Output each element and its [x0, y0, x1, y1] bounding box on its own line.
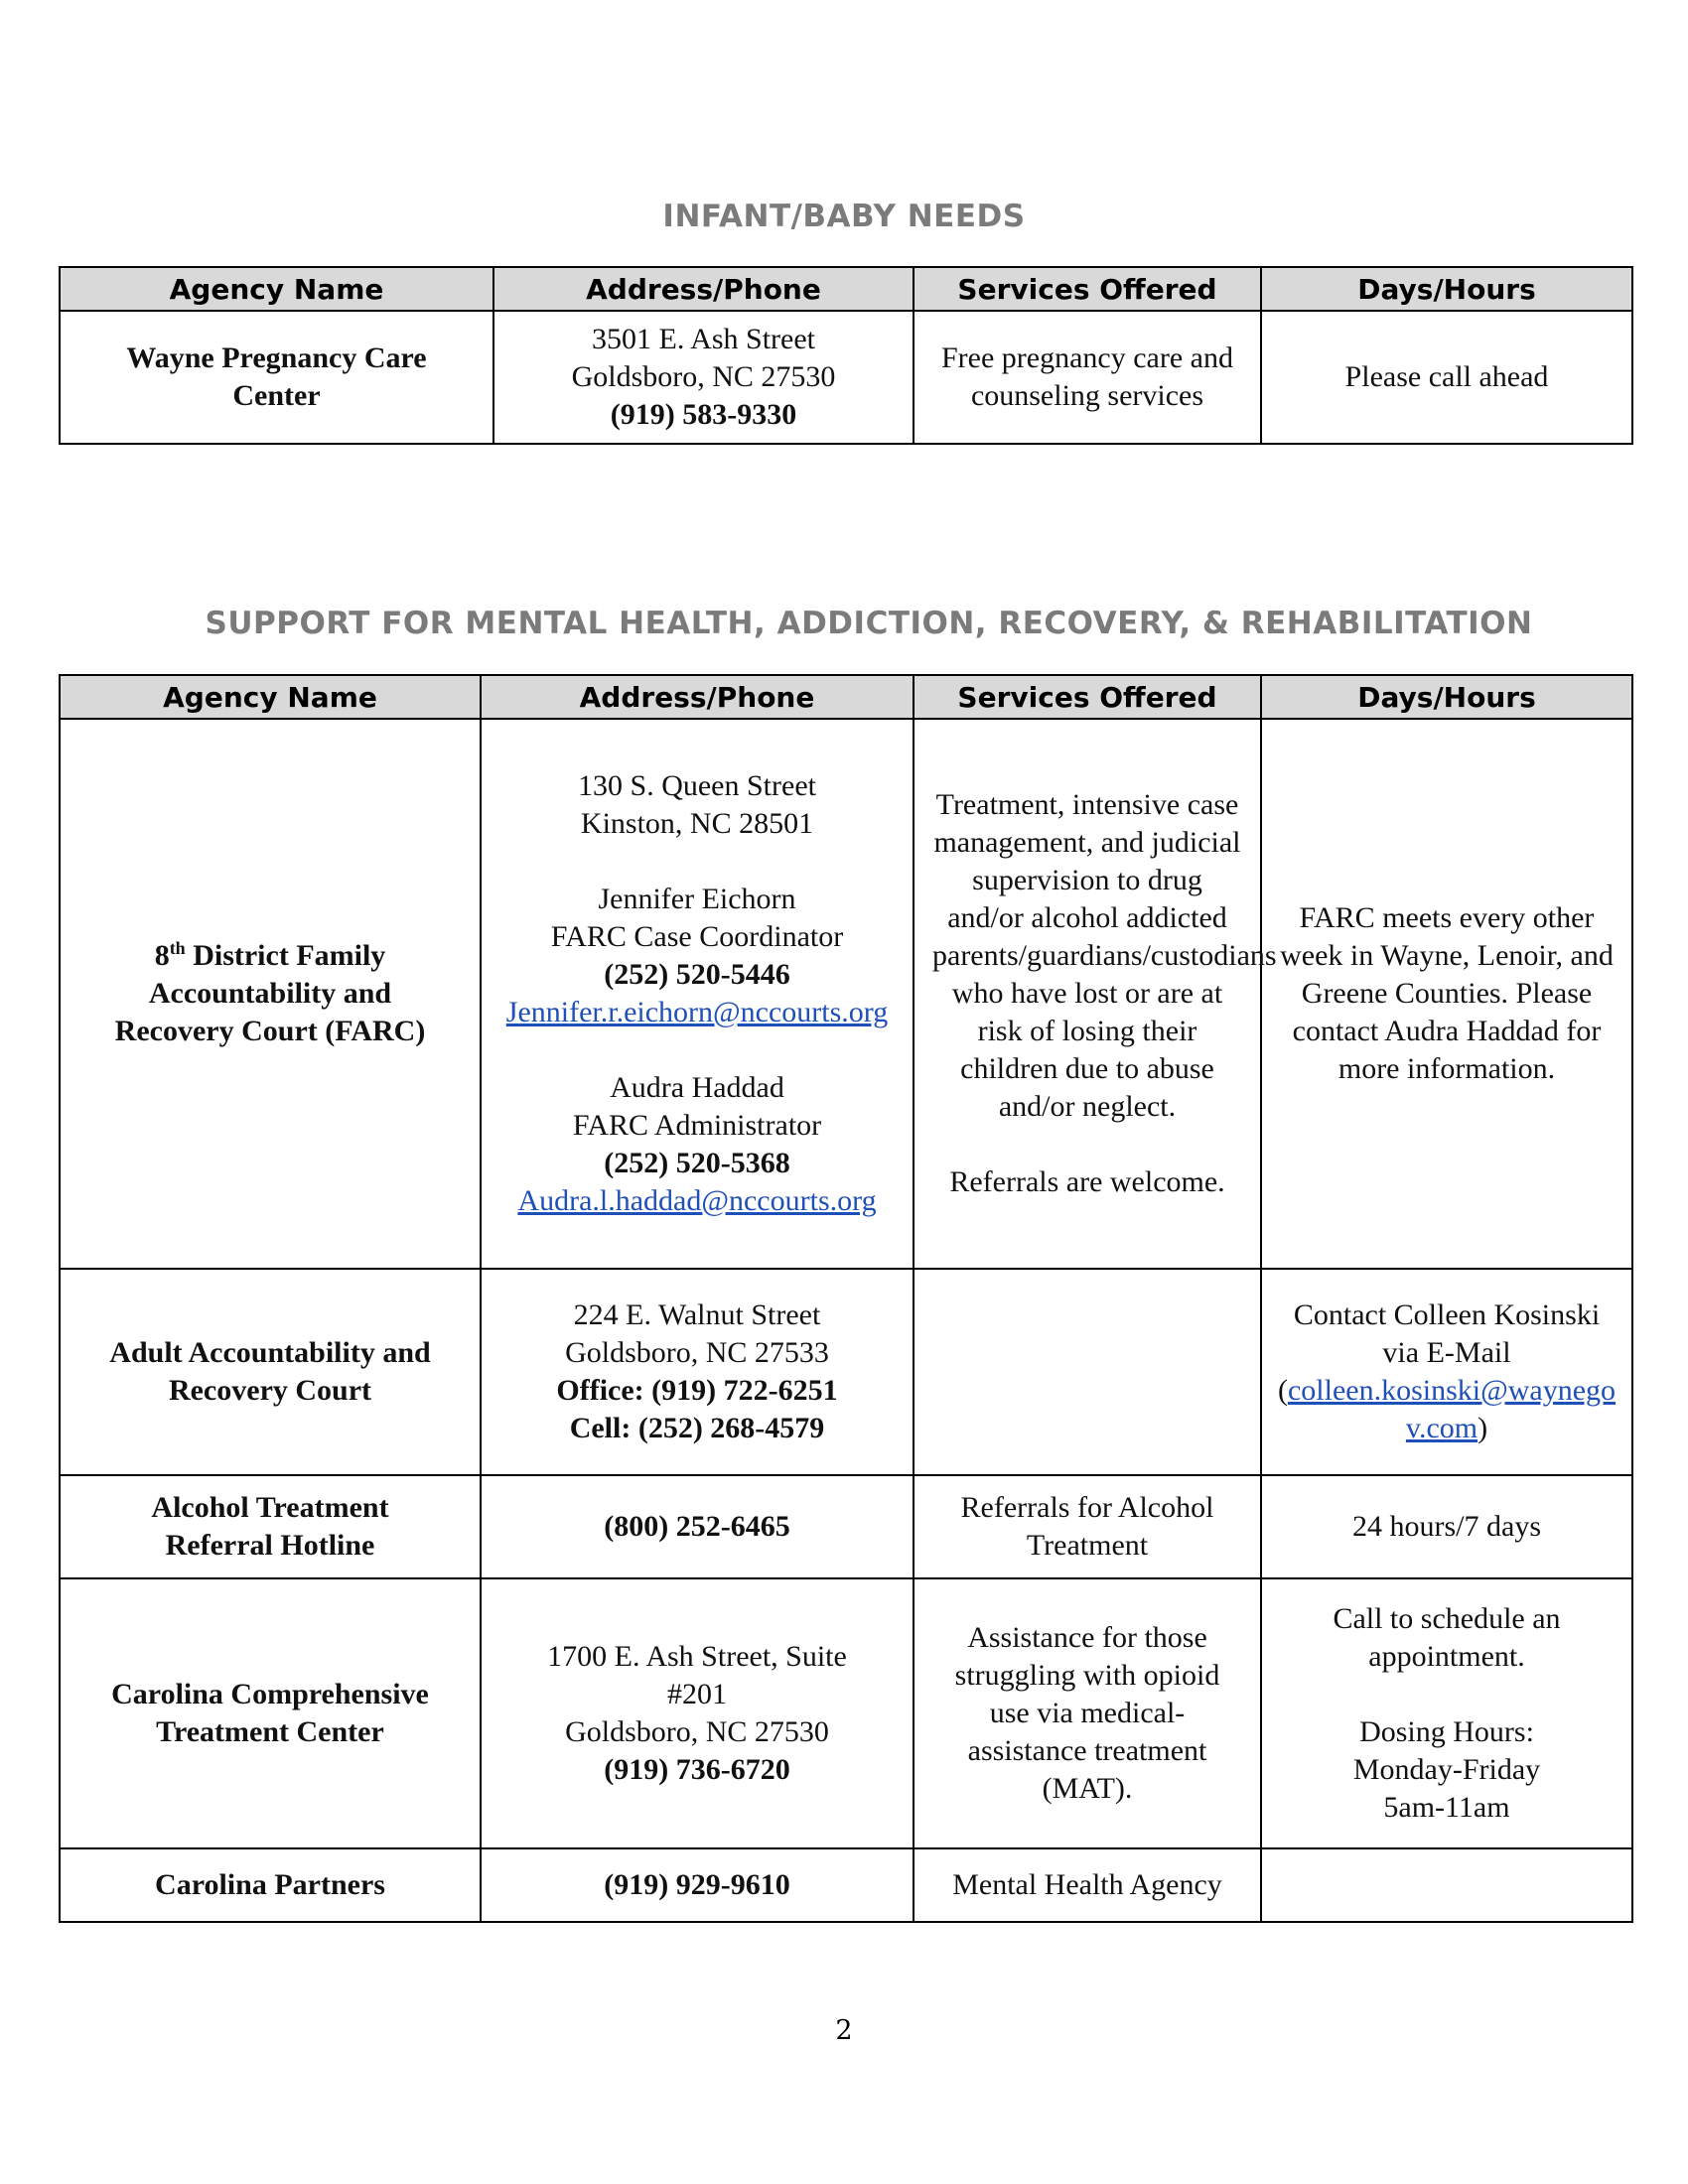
- table-header-row: [60, 267, 1632, 311]
- phone-number: (252) 520-5368: [604, 1147, 790, 1179]
- services-offered: Mental Health Agency: [914, 1848, 1261, 1922]
- address-line: Kinston, NC 28501: [580, 807, 814, 840]
- agency-name-rest: District Family Accountability and Recovery Court (FARC): [114, 939, 426, 1047]
- address-line: 1700 E. Ash Street, Suite #201: [547, 1640, 847, 1710]
- header-agency-name: Agency Name: [60, 267, 493, 311]
- days-hours: [1261, 1848, 1632, 1922]
- phone-number: (919) 583-9330: [610, 398, 797, 431]
- phone-number: (919) 736-6720: [604, 1753, 790, 1786]
- address-line: Goldsboro, NC 27530: [571, 360, 836, 393]
- address-phone: [481, 1269, 914, 1475]
- mental-health-table: [59, 674, 1633, 1923]
- agency-name: [60, 719, 481, 1269]
- phone-number: (252) 520-5446: [604, 958, 790, 991]
- header-services-offered: Services Offered: [914, 675, 1261, 719]
- phone-number: (800) 252-6465: [481, 1475, 914, 1578]
- hours-line: Monday-Friday: [1352, 1753, 1541, 1786]
- office-phone: Office: (919) 722-6251: [556, 1374, 838, 1407]
- header-days-hours: Days/Hours: [1261, 267, 1632, 311]
- hours-line: 5am-11am: [1383, 1791, 1510, 1824]
- days-hours: Please call ahead: [1261, 311, 1632, 444]
- header-days-hours: Days/Hours: [1261, 675, 1632, 719]
- services-text: Treatment, intensive case management, and judicial supervision to drug and/or alcohol addicted parents/guardians/custodians who have lost or are at risk of losing their children due to abuse and/or neglect.: [932, 788, 1277, 1123]
- address-line: Goldsboro, NC 27533: [565, 1336, 829, 1369]
- address-line: 130 S. Queen Street: [578, 769, 816, 802]
- days-hours: 24 hours/7 days: [1261, 1475, 1632, 1578]
- phone-number: (919) 929-9610: [481, 1848, 914, 1922]
- table-row: [60, 1578, 1632, 1848]
- section-title-infant: INFANT/BABY NEEDS: [662, 199, 1026, 234]
- address-line: 224 E. Walnut Street: [573, 1298, 821, 1331]
- services-offered: [914, 1269, 1261, 1475]
- agency-name: Adult Accountability and Recovery Court: [60, 1269, 481, 1475]
- infant-needs-table: [59, 266, 1633, 445]
- section-title-mental-health: SUPPORT FOR MENTAL HEALTH, ADDICTION, RECOVERY, & REHABILITATION: [205, 606, 1533, 641]
- contact-title: FARC Administrator: [572, 1109, 822, 1142]
- days-hours: [1261, 1578, 1632, 1848]
- address-line: Goldsboro, NC 27530: [565, 1715, 829, 1748]
- table-row: [60, 1475, 1632, 1578]
- table-row: [60, 1269, 1632, 1475]
- services-offered: Referrals for Alcohol Treatment: [914, 1475, 1261, 1578]
- header-address-phone: Address/Phone: [481, 675, 914, 719]
- paren-close: ): [1477, 1412, 1488, 1444]
- table-header-row: [60, 675, 1632, 719]
- agency-name: Alcohol Treatment Referral Hotline: [60, 1475, 481, 1578]
- address-phone: [481, 719, 914, 1269]
- hours-text: Contact Colleen Kosinski via E-Mail: [1293, 1298, 1601, 1369]
- email-link[interactable]: colleen.kosinski@waynegov.com: [1287, 1374, 1617, 1444]
- services-offered: Assistance for those struggling with opioid use via medical-assistance treatment (MAT).: [914, 1578, 1261, 1848]
- table-row: [60, 1848, 1632, 1922]
- hours-line: Call to schedule an appointment.: [1333, 1602, 1561, 1673]
- address-line: 3501 E. Ash Street: [592, 323, 815, 355]
- agency-name: Carolina Comprehensive Treatment Center: [60, 1578, 481, 1848]
- hours-email-line: [1268, 1372, 1625, 1447]
- services-note: Referrals are welcome.: [949, 1165, 1225, 1198]
- contact-title: FARC Case Coordinator: [550, 920, 844, 953]
- contact-name: Audra Haddad: [610, 1071, 784, 1104]
- email-link[interactable]: Jennifer.r.eichorn@nccourts.org: [505, 996, 889, 1028]
- header-agency-name: Agency Name: [60, 675, 481, 719]
- page-number: 2: [835, 2015, 853, 2046]
- email-link[interactable]: Audra.l.haddad@nccourts.org: [517, 1184, 877, 1217]
- table-row: [60, 719, 1632, 1269]
- services-offered: [914, 719, 1277, 1269]
- services-offered: Free pregnancy care and counseling services: [914, 311, 1261, 444]
- contact-name: Jennifer Eichorn: [598, 883, 796, 915]
- hours-line: Dosing Hours:: [1359, 1715, 1534, 1748]
- days-hours: [1261, 1269, 1632, 1475]
- address-phone: [493, 311, 914, 444]
- header-services-offered: Services Offered: [914, 267, 1261, 311]
- agency-name-sup: th: [169, 938, 186, 958]
- cell-phone: Cell: (252) 268-4579: [569, 1412, 825, 1444]
- header-address-phone: Address/Phone: [493, 267, 914, 311]
- agency-name: Carolina Partners: [60, 1848, 481, 1922]
- agency-name-prefix: 8: [154, 939, 170, 972]
- days-hours: FARC meets every other week in Wayne, Lenoir, and Greene Counties. Please contact Audra Haddad for more information.: [1261, 719, 1632, 1269]
- paren-open: (: [1277, 1374, 1288, 1407]
- address-phone: [481, 1578, 914, 1848]
- table-row: [60, 311, 1632, 444]
- agency-name: Wayne Pregnancy Care Center: [60, 311, 493, 444]
